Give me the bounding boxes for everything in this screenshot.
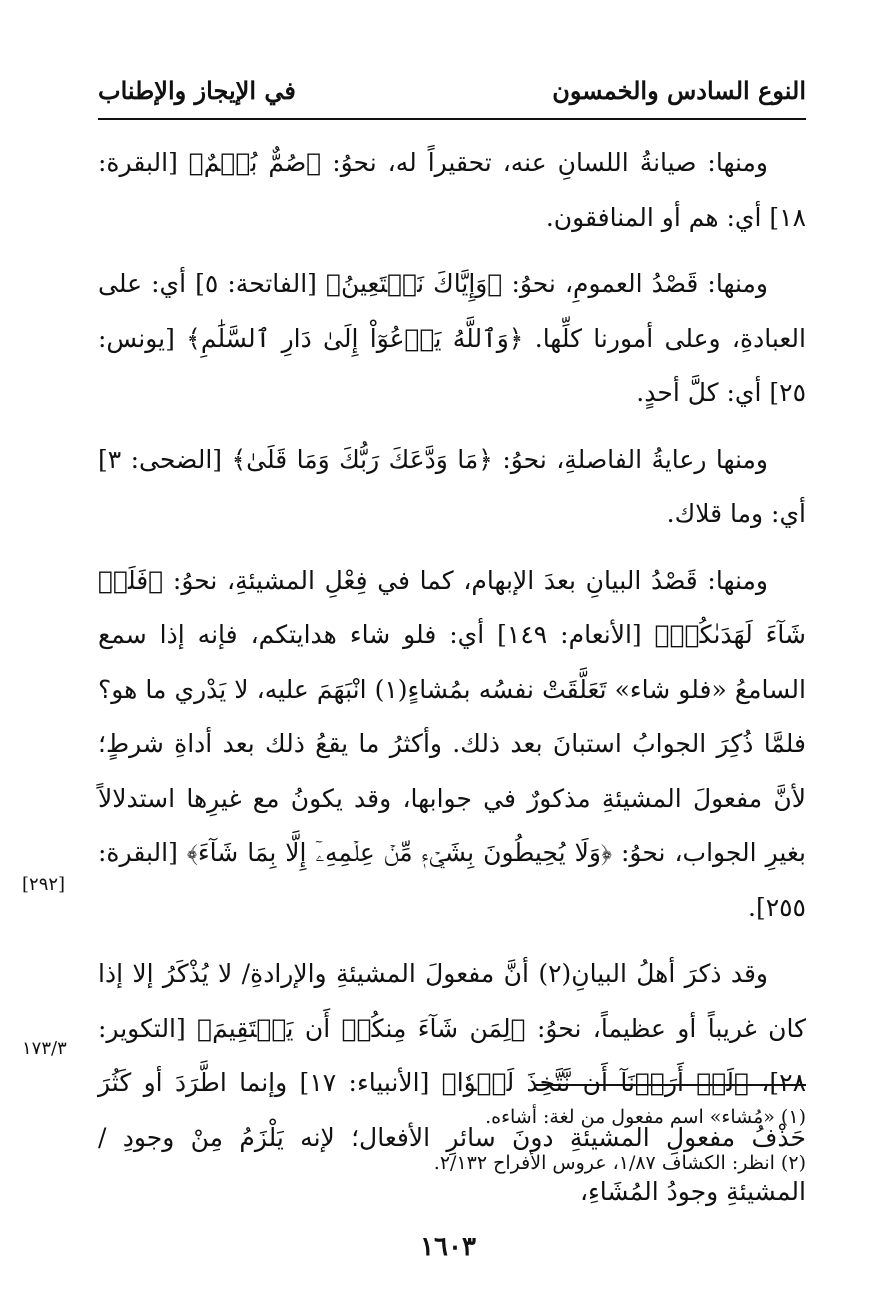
footnotes bbox=[98, 1094, 806, 1186]
paragraph-generality: ومنها: قَصْدُ العمومِ، نحوُ: ﴿وَإِيَّاكَ نَسۡتَعِينُ﴾ [الفاتحة: ٥] أي: على العبادةِ، وعلى أمورنا كلِّها. ﴿وَٱللَّهُ يَدۡعُوٓاْ إِلَىٰ دَارِ ٱلسَّلَٰمِ﴾ [يونس: ٢٥] أي: كلَّ أحدٍ. bbox=[98, 269, 806, 407]
paragraph-rhyme: ومنها رعايةُ الفاصلةِ، نحوُ: ﴿مَا وَدَّعَكَ رَبُّكَ وَمَا قَلَىٰ﴾ [الضحى: ٣] أي: وما قلاك. bbox=[98, 444, 806, 528]
margin-volume-reference: ١٧٣/٣ bbox=[22, 1038, 67, 1059]
page-number: ١٦٠٣ bbox=[420, 1232, 476, 1262]
paragraph-clarification: ومنها: قَصْدُ البيانِ بعدَ الإبهام، كما في فِعْلِ المشيئةِ، نحوُ: ﴿فَلَوۡ شَآءَ لَهَدَىٰكُمۡ﴾ [الأنعام: ١٤٩] أي: فلو شاء هدايتكم، فإنه إذا سمع السامعُ «فلو شاء» تَعَلَّقَتْ نفسُه بمُشاءٍ(١) انْبَهَمَ عليه، لا يَدْري ما هو؟ فلمَّا ذُكِرَ الجوابُ استبانَ بعد ذلك. وأكثرُ ما يقعُ ذلك بعد أداةِ شرطٍ؛ لأنَّ مفعولَ المشيئةِ مذكورٌ في جوابها، وقد يكونُ مع غيرِها استدلالاً بغيرِ الجواب، نحوُ: ﴿وَلَا يُحِيطُونَ بِشَيۡءٖ مِّنۡ عِلۡمِهِۦٓ إِلَّا بِمَا شَآءَ﴾ [البقرة: ٢٥٥]. bbox=[98, 565, 806, 922]
paragraph-safeguarding-tongue: ومنها: صيانةُ اللسانِ عنه، تحقيراً له، نحوُ: ﴿صُمٌّ بُكۡمٌ﴾ [البقرة: ١٨] أي: هم أو المنافقون. bbox=[98, 148, 806, 232]
footnote-2: (٢) انظر: الكشاف ١/٨٧، عروس الأفراح ٢/١٣٢. bbox=[433, 1152, 806, 1174]
footnote-1: (١) «مُشاء» اسم مفعول من لغة: أشاءه. bbox=[485, 1106, 806, 1128]
main-text bbox=[98, 136, 806, 1232]
header-section-title: في الإيجاز والإطناب bbox=[98, 76, 296, 105]
footnote-divider bbox=[536, 1084, 806, 1086]
margin-page-reference: [٢٩٢] bbox=[22, 874, 66, 895]
paragraph-scholars: وقد ذكرَ أهلُ البيانِ(٢) أنَّ مفعولَ المشيئةِ والإرادةِ/ لا يُذْكَرُ إلا إذا كان غريباً أو عظيماً، نحوُ: ﴿لِمَن شَآءَ مِنكُمۡ أَن يَسۡتَقِيمَ﴾ [التكوير: ٢٨]، ﴿لَوۡ أَرَدۡنَآ أَن نَّتَّخِذَ لَهۡوٗا﴾ [الأنبياء: ١٧] وإنما اطَّرَدَ أو كَثُرَ حَذْفُ مفعولِ المشيئةِ دونَ سائرِ الأفعال؛ لإنه يَلْزَمُ مِنْ وجودِ / المشيئةِ وجودُ المُشَاءِ، bbox=[98, 959, 806, 1206]
header-chapter-title: النوع السادس والخمسون bbox=[552, 76, 806, 105]
running-header bbox=[98, 70, 806, 120]
